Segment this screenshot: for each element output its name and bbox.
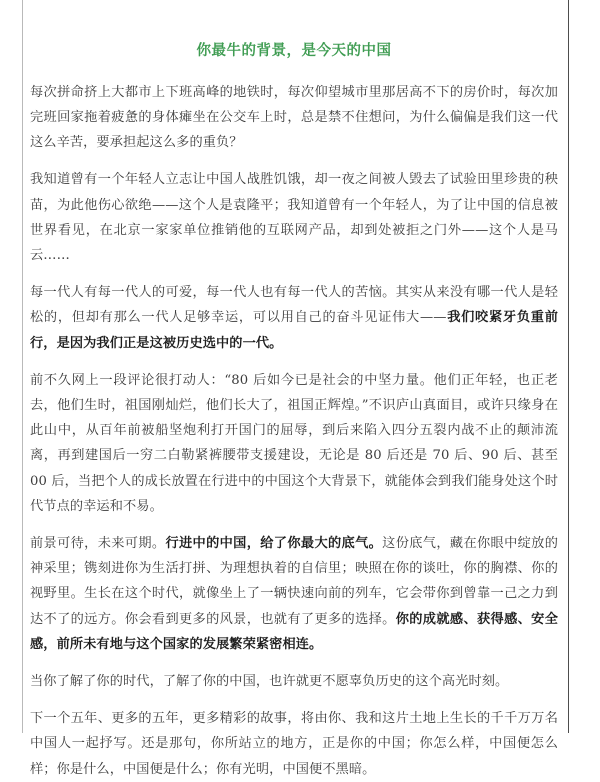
body-text: 当你了解了你的时代，了解了你的中国，也许就更不愿辜负历史的这个高光时刻。: [30, 674, 509, 690]
emphasis-text: 你的成就感、获得感、安全感，前所未有地与这个国家的发展繁荣紧密相连。: [30, 611, 558, 652]
body-text: 前不久网上一段评论很打动人：“80 后如今已是社会的中坚力量。他们正年轻，也正老去，他们生时，祖国刚灿烂，他们长大了，祖国正辉煌。”不识庐山真面目，或许只缘身在此山中，从百年前被船坚炮利打开国门的屈辱，到后来陷入四分五裂内战不止的颠沛流离，再到建国后一穷二白勒紧裤腰带支援建设，无论是 80 后还是 70 后、90 后、甚至 00 后，当把个人的成长放置在行进中的中国这个大背景下，就能体会到我们能身处这个时代节点的幸运和不易。: [30, 372, 558, 514]
paragraph: [30, 368, 558, 519]
body-text: 我知道曾有一个年轻人立志让中国人战胜饥饿，却一夜之间被人毁去了试验田里珍贵的秧苗，为此他伤心欲绝——这个人是袁隆平；我知道曾有一个年轻人，为了让中国的信息被世界看见，在北京一家家单位推销他的互联网产品，却到处被拒之门外——这个人是马云……: [30, 172, 558, 263]
page-content: [30, 0, 558, 777]
article-body: [30, 80, 558, 782]
body-text: 每一代人有每一代人的可爱，每一代人也有每一代人的苦恼。其实从来没有哪一代人是轻松的，但却有那么一代人足够幸运，可以用自己的奋斗见证伟大——: [30, 285, 558, 326]
page-title: 你最牛的背景，是今天的中国: [196, 42, 392, 59]
body-text: 这份底气，藏在你眼中绽放的神采里；镌刻进你为生活打拼、为理想执着的自信里；映照在你的谈吐，你的胸襟、你的视野里。生长在这个时代，就像坐上了一辆快速向前的列车，它会带你到曾靠一己之力到达不了的远方。你会看到更多的风景，也就有了更多的选择。: [30, 536, 558, 627]
left-margin-rule: [22, 0, 23, 733]
paragraph: [30, 706, 558, 782]
paragraph: [30, 669, 558, 694]
paragraph: [30, 280, 558, 356]
emphasis-text: 行进中的中国，给了你最大的底气。: [165, 536, 383, 551]
body-text: 前景可待，未来可期。: [30, 536, 166, 551]
paragraph: [30, 80, 558, 156]
emphasis-text: 我们咬紧牙负重前行，是因为我们正是这被历史选中的一代。: [30, 310, 558, 351]
paragraph: [30, 531, 558, 657]
body-text: 每次拼命挤上大都市上下班高峰的地铁时，每次仰望城市里那居高不下的房价时，每次加完班回家拖着疲惫的身体瘫坐在公交车上时，总是禁不住想问，为什么偏偏是我们这一代这么辛苦，要承担起这么多的重负？: [30, 84, 558, 151]
paragraph: [30, 167, 558, 268]
right-margin-rule: [568, 0, 569, 733]
body-text: 下一个五年、更多的五年，更多精彩的故事，将由你、我和这片土地上生长的千千万万名中国人一起抒写。还是那句，你所站立的地方，正是你的中国；你怎么样，中国便怎么样；你是什么，中国便是什么；你有光明，中国便不黑暗。: [30, 711, 558, 777]
